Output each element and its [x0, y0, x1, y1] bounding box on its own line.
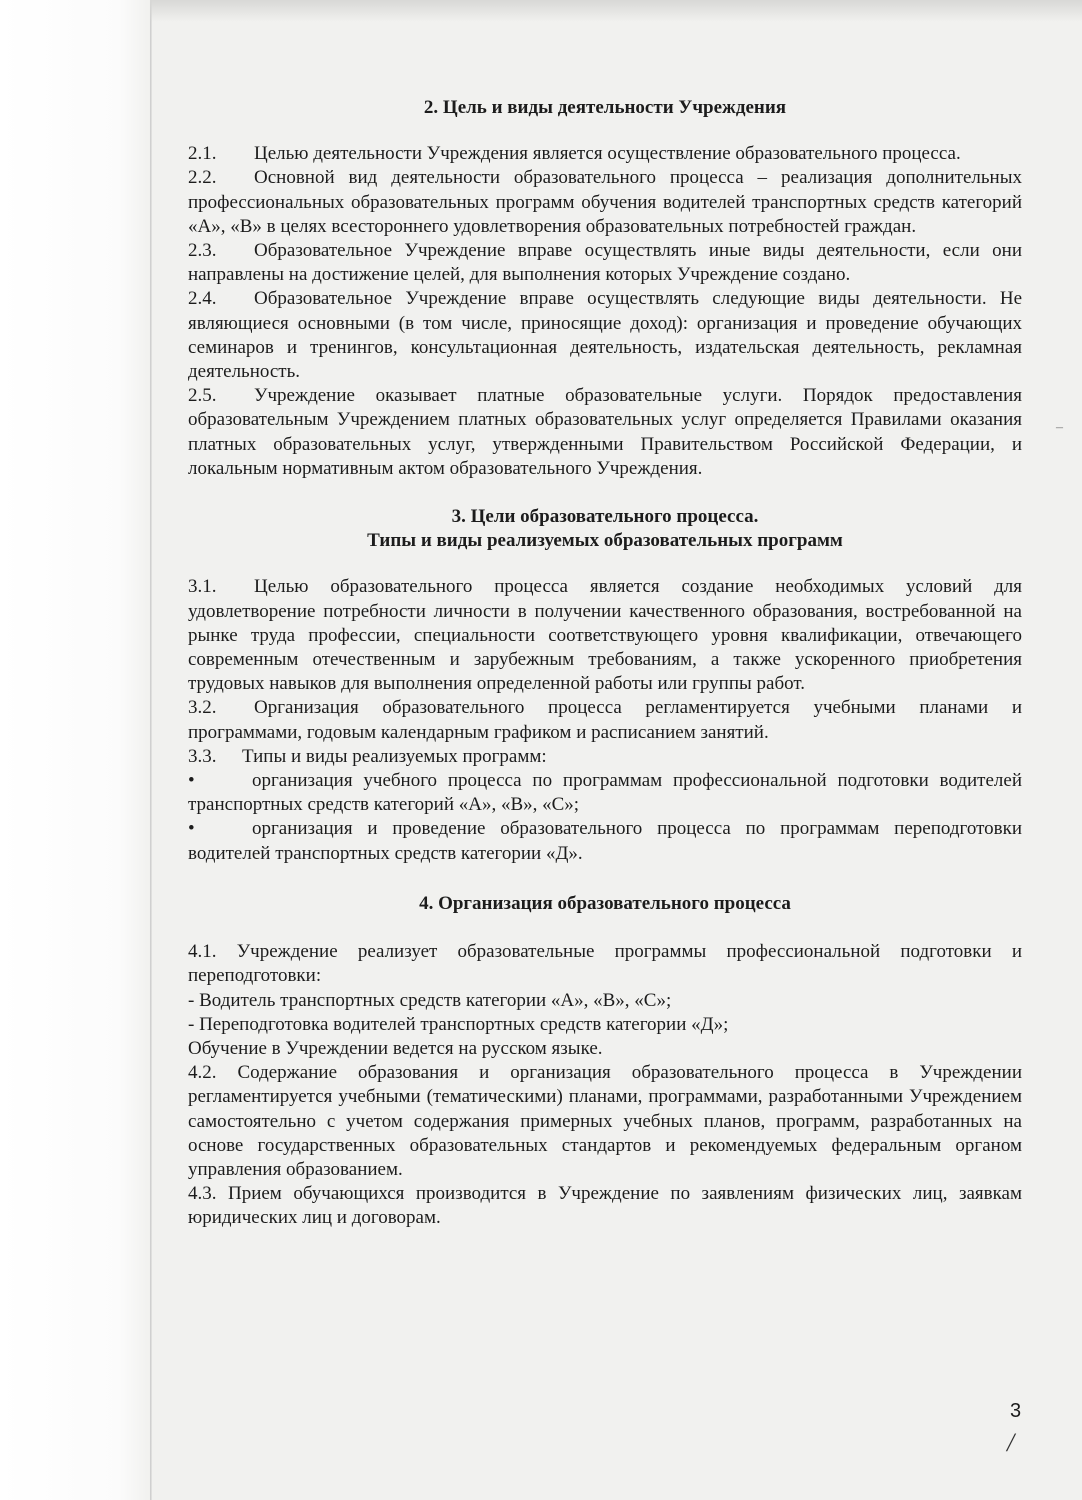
- clause-text: Организация образовательного процесса регламентируется учебными планами и программами, годовым календарным графиком и расписанием занятий.: [188, 697, 1022, 743]
- page-edge-line: [150, 0, 152, 1500]
- clause-text: Целью образовательного процесса является создание необходимых условий для удовлетворение потребности личности в получении качественного образования, востребованной на рынке труда профессии, специальности соответствующего уровня квалификации, отвечающего современным отечественным и зарубежным требованиям, а также ускоренного приобретения трудовых навыков для выполнения определенной работы или группы работ.: [188, 576, 1022, 695]
- dash-item-drivers: - Водитель транспортных средств категории «А», «В», «С»;: [188, 989, 672, 1011]
- bullet-icon: •: [188, 818, 195, 840]
- bullet-icon: •: [188, 770, 195, 792]
- clause-text: Учреждение оказывает платные образовательные услуги. Порядок предоставления образовательным Учреждением платных образовательных услуг определяется Правилами оказания платных образовательных услуг, утвержденными Правительством Российской Федерации, и локальным нормативным актом образовательного Учреждения.: [188, 385, 1022, 479]
- clause-number: 2.2.: [188, 167, 217, 189]
- bullet-item: [188, 817, 1022, 865]
- clause-4-1: 4.1. Учреждение реализует образовательные программы профессиональной подготовки и переподготовки:: [188, 941, 1022, 987]
- clause-number: 3.1.: [188, 576, 217, 598]
- handwritten-mark: /: [1007, 1428, 1015, 1457]
- dash-item-retraining: - Переподготовка водителей транспортных средств категории «Д»;: [188, 1013, 729, 1035]
- clause-3-2: [188, 696, 1022, 744]
- clause-2-5: [188, 384, 1022, 481]
- clause-number: 2.5.: [188, 385, 217, 407]
- clause-2-1: [188, 142, 1022, 166]
- clause-number: 2.3.: [188, 240, 217, 262]
- clause-text: Образовательное Учреждение вправе осуществлять следующие виды деятельности. Не являющиеся основными (в том числе, приносящие доход): организация и проведение обучающих семинаров и тренингов, консультационная деятельность, издательская деятельность, рекламная деятельность.: [188, 288, 1022, 383]
- clause-number: 3.2.: [188, 697, 217, 719]
- scan-top-shadow: [150, 0, 1082, 22]
- document-body: [188, 96, 1022, 1231]
- clause-text: Основной вид деятельности образовательного процесса – реализация дополнительных профессиональных образовательных программ обучения водителей транспортных средств категорий «А», «В» в целях всестороннего удовлетворения образовательных потребностей граждан.: [188, 167, 1022, 237]
- bullet-text: организация учебного процесса по программам профессиональной подготовки водителей транспортных средств категорий «А», «В», «С»;: [188, 770, 1022, 816]
- page-number: 3: [1010, 1400, 1022, 1422]
- clause-number: 2.1.: [188, 143, 217, 165]
- clause-text: Целью деятельности Учреждения является осуществление образовательного процесса.: [254, 143, 961, 165]
- section-3-heading: [188, 505, 1022, 553]
- clause-2-3: [188, 239, 1022, 287]
- clause-2-4: [188, 287, 1022, 384]
- section-2-heading: 2. Цель и виды деятельности Учреждения: [423, 97, 787, 118]
- section-3-heading-line-2: Типы и виды реализуемых образовательных программ: [367, 530, 843, 552]
- clause-text: Типы и виды реализуемых программ:: [242, 745, 547, 767]
- bullet-item: [188, 769, 1022, 817]
- clause-text: Образовательное Учреждение вправе осуществлять иные виды деятельности, если они направлены на достижение целей, для выполнения которых Учреждение создано.: [188, 240, 1022, 286]
- clause-number: 3.3.: [188, 745, 217, 767]
- clause-number: 2.4.: [188, 288, 217, 310]
- scan-left-margin: [0, 0, 150, 1500]
- clause-3-3: [188, 745, 1022, 769]
- language-note: Обучение в Учреждении ведется на русском языке.: [188, 1037, 603, 1059]
- clause-4-2: 4.2. Содержание образования и организация образовательного процесса в Учреждении регламентируется учебными (тематическими) планами, программами, разработанными Учреждением самостоятельно с учетом содержания примерных учебных планов, программ, разработанных на основе государственных образовательных стандартов и рекомендуемых федеральным органом управления образованием.: [188, 1062, 1022, 1180]
- section-4-heading: 4. Организация образовательного процесса: [419, 892, 791, 914]
- clause-4-3: 4.3. Прием обучающихся производится в Учреждение по заявлениям физических лиц, заявкам юридических лиц и договорам.: [188, 1183, 1022, 1229]
- clause-3-1: [188, 575, 1022, 696]
- section-3-heading-line-1: 3. Цели образовательного процесса.: [451, 506, 759, 528]
- bullet-text: организация и проведение образовательного процесса по программам переподготовки водителей транспортных средств категории «Д».: [188, 818, 1022, 864]
- clause-2-2: [188, 166, 1022, 239]
- margin-tick-mark: ‒: [1056, 420, 1063, 435]
